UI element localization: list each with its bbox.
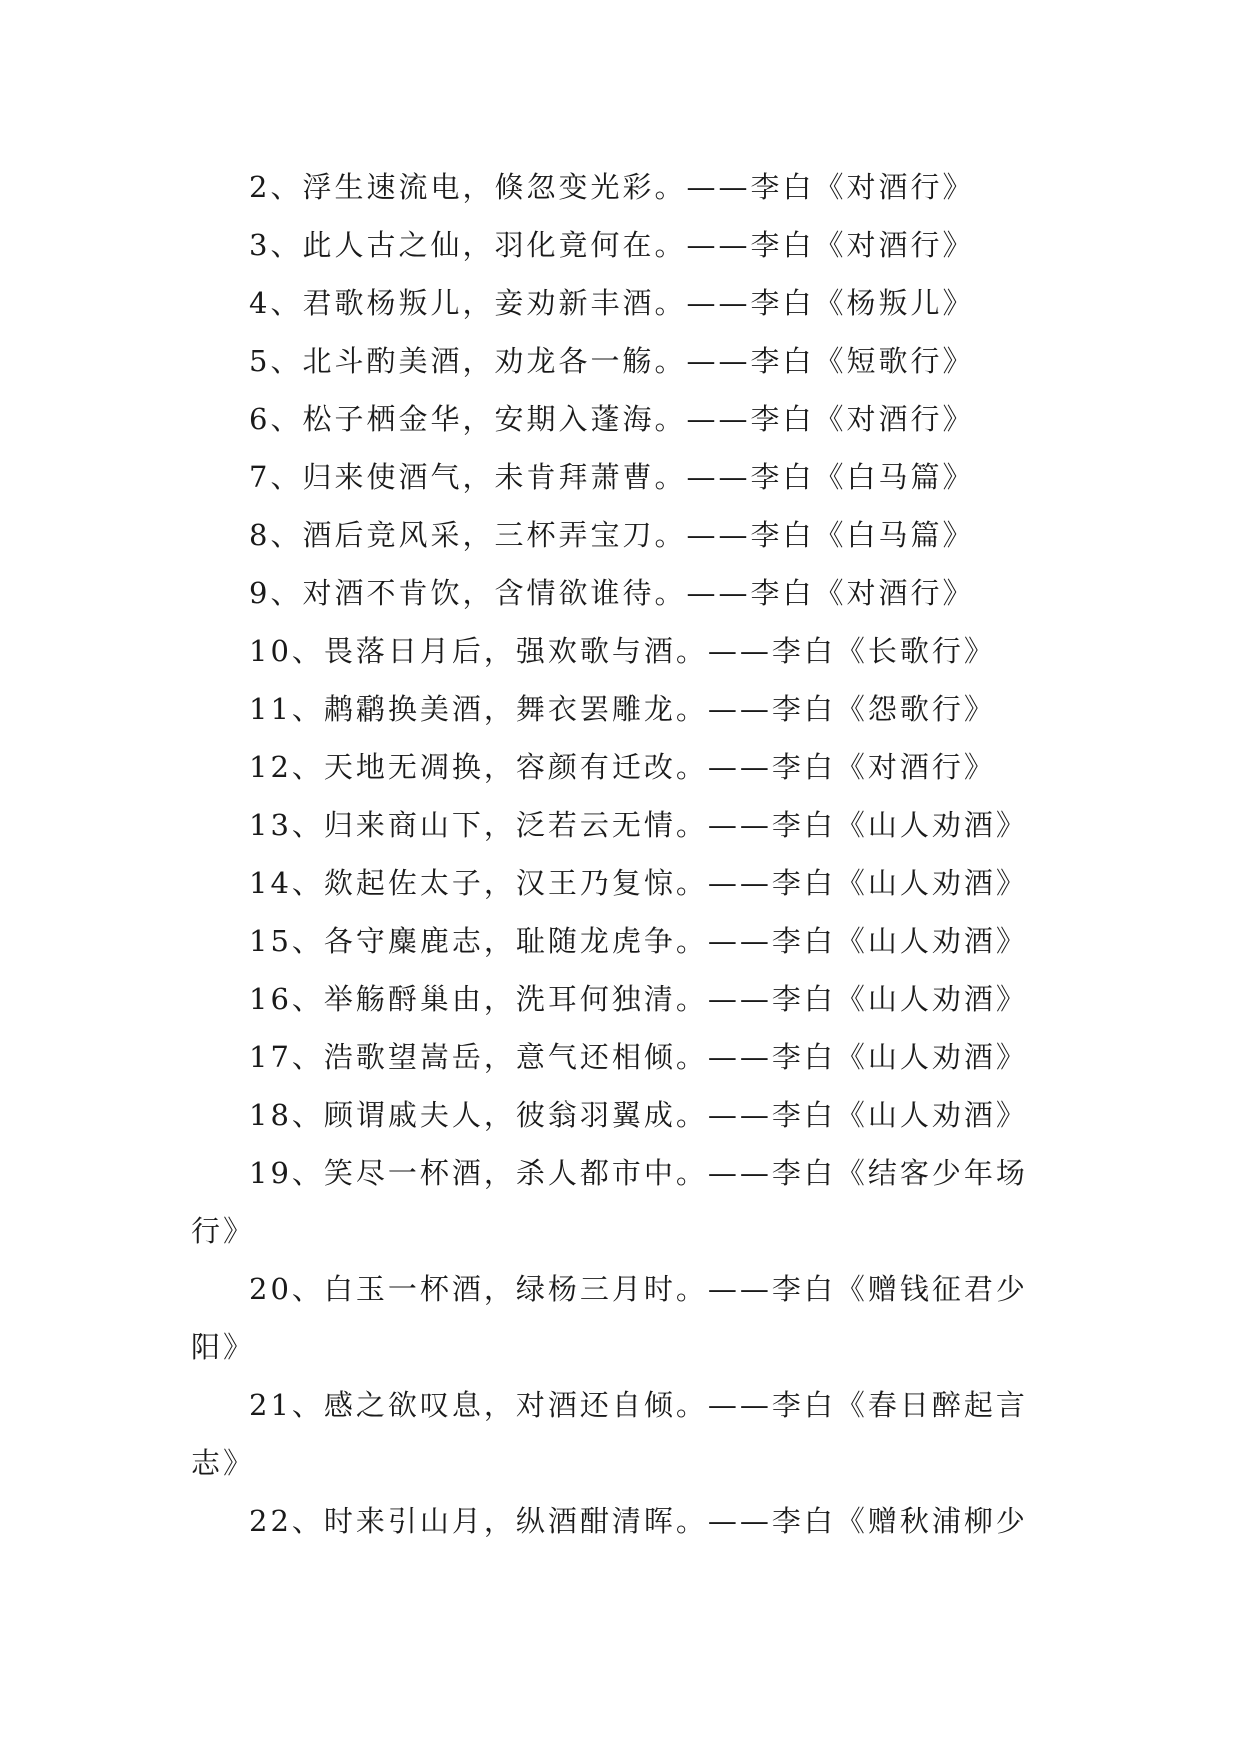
quote-line: 18、顾谓戚夫人，彼翁羽翼成。——李白《山人劝酒》	[249, 1098, 1028, 1132]
quote-line: 7、归来使酒气，未肯拜萧曹。——李白《白马篇》	[249, 460, 975, 494]
quote-line: 13、归来商山下，泛若云无情。——李白《山人劝酒》	[249, 808, 1028, 842]
quote-line: 19、笑尽一杯酒，杀人都市中。——李白《结客少年场行》	[191, 1156, 1028, 1248]
quote-line: 22、时来引山月，纵酒酣清晖。——李白《赠秋浦柳少	[249, 1504, 1028, 1538]
quote-line: 5、北斗酌美酒，劝龙各一觞。——李白《短歌行》	[249, 344, 975, 378]
quote-line: 21、感之欲叹息，对酒还自倾。——李白《春日醉起言志》	[191, 1388, 1028, 1480]
quote-line: 16、举觞酹巢由，洗耳何独清。——李白《山人劝酒》	[249, 982, 1028, 1016]
quote-line: 2、浮生速流电，倏忽变光彩。——李白《对酒行》	[249, 170, 975, 204]
quote-line: 10、畏落日月后，强欢歌与酒。——李白《长歌行》	[249, 634, 996, 668]
quote-line: 14、欻起佐太子，汉王乃复惊。——李白《山人劝酒》	[249, 866, 1028, 900]
quote-line: 3、此人古之仙，羽化竟何在。——李白《对酒行》	[249, 228, 975, 262]
quote-line: 11、鹔鹴换美酒，舞衣罢雕龙。——李白《怨歌行》	[249, 692, 996, 726]
quote-line: 9、对酒不肯饮，含情欲谁待。——李白《对酒行》	[249, 576, 975, 610]
quote-line: 20、白玉一杯酒，绿杨三月时。——李白《赠钱征君少阳》	[191, 1272, 1028, 1364]
quote-line: 17、浩歌望嵩岳，意气还相倾。——李白《山人劝酒》	[249, 1040, 1028, 1074]
quote-line: 8、酒后竞风采，三杯弄宝刀。——李白《白马篇》	[249, 518, 975, 552]
quote-line: 4、君歌杨叛儿，妾劝新丰酒。——李白《杨叛儿》	[249, 286, 975, 320]
quote-line: 6、松子栖金华，安期入蓬海。——李白《对酒行》	[249, 402, 975, 436]
quote-line: 12、天地无凋换，容颜有迁改。——李白《对酒行》	[249, 750, 996, 784]
quote-line: 15、各守麋鹿志，耻随龙虎争。——李白《山人劝酒》	[249, 924, 1028, 958]
quote-list	[191, 158, 1051, 1550]
